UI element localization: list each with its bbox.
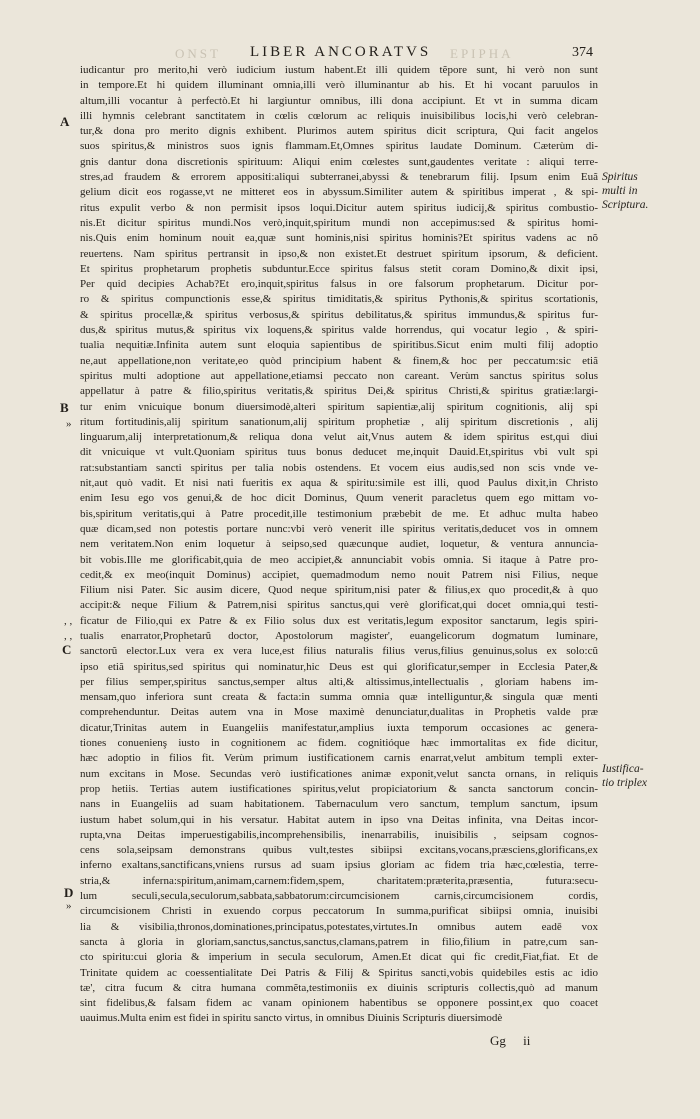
margin-note-line: multi in <box>602 185 638 197</box>
text-line: cto spiritu:cui gloria & imperium in secula seculorum, Amen.Et dicat qui fic credit,Fiat,fiat. Et de <box>80 951 598 964</box>
text-line: uauimus.Multa enim est fidei in spiritu sancto virtus, in omnibus Diuinis Scripturis diuersimodè <box>80 1012 503 1025</box>
running-header <box>0 44 700 64</box>
text-line: inferno exaltans,sanctificans,vniens rursus ad suam ipsius gloriam ac fidem tria hæc,cœlestia, terre- <box>80 859 598 872</box>
text-line: appellatur à patre & filio,spiritus veritatis,& spiritus Dei,& spiritus Christi,& spiritus gratiæ:largi- <box>80 385 598 398</box>
text-line: mensam,quo inferiora sunt creata & facta:in summa omnia quæ intelliguntur,& singula quæ menti <box>80 691 598 704</box>
text-line: tualis enarrator,Prophetarũ doctor, Apostolorum magister', euangelicorum dogmatum luminare, <box>80 629 598 642</box>
text-line: ficatur de Filio,qui ex Patre & ex Filio solus dux est veritatis,legum expositor sanctarum, legis spiri- <box>80 614 598 627</box>
text-line: iudicantur pro merito,hi verò iudicium iustum habent.Et illi quidem tẽpore sunt, hi verò non sunt <box>80 64 598 76</box>
text-line: prop hetiis. Tertias autem iustificationes spiritus,velut propiciatorium & sancta sanctorum concin- <box>80 782 598 795</box>
quote-mark: , , <box>64 630 73 642</box>
text-line: tualia nequitiæ.Infinita autem sunt eloquia sapientibus de spiritibus.Sicut enim multi filij adoptio <box>80 339 598 352</box>
text-line: tur,& dona pro merito dignis exhibent. Plurimos autem spiritus dicit scriptura, Qui facit angelos <box>80 125 598 138</box>
text-line: dicatur,Trinitas autem in Euangeliis manifestatur,amplius iuxta temporum occasiones ac genera- <box>80 721 598 734</box>
margin-note-line: Scriptura. <box>602 199 649 211</box>
quote-mark: » <box>66 900 72 912</box>
text-line: Et spiritus prophetarum prophetis subduntur.Ecce spiritus falsus stetit coram Domino,& dixit ipsi, <box>80 262 598 275</box>
text-line: tiones conuenienş iusto in cognitionem ac fidem. cognitióque hæc immortalitas ex fide dicitur, <box>80 737 598 750</box>
margin-note-line: Iustifica- <box>602 763 644 775</box>
margin-note-spiritus <box>602 170 694 212</box>
text-line: ipso etiã spiritus,sed spiritus qui nominatur,hic Deus est qui glorificatur,semper in Ecclesia Pater,& <box>80 660 598 673</box>
text-line: rat:substantiam sancti spiritus per talia nobis ostendens. Et vocem eius audis,sed non scis vnde ve- <box>80 461 598 474</box>
text-line: rupta,vna Deitas imperuestigabilis,incomprehensibilis, inenarrabilis, inuisibilis , seipsam cognos- <box>80 828 598 841</box>
margin-note-line: Spiritus <box>602 171 638 183</box>
text-line: stres,ad fraudem & errorem appositi:aliqui subterranei,abyssi & tenebrarum filij. Ipsum enim Euã <box>80 171 598 184</box>
text-line: nans in Euangeliis ad suam habitationem. Tabernaculum vero sanctum, templum sanctum, ipsum <box>80 798 598 811</box>
text-line: circumcisionem Christi in exuendo corpus peccatorum In summa,purificat sibiipsi omnia, inuisibi <box>80 905 598 918</box>
text-line: accipit:& neque Filium & Patrem,nisi spiritus sanctus,qui verè glorificat,qui docet omnia,qui testi- <box>80 599 598 612</box>
bleed-through-text: EPIPHA <box>450 46 514 61</box>
page-number: 374 <box>572 45 593 60</box>
text-line: nem veritatem.Non enim loquetur à seipso,sed quæcunque audiet, loquetur, & ventura annuncia- <box>80 538 598 551</box>
text-line: lum seculi,secula,seculorum,sabbata,sabbatorum:circumcisionem carnis,circumcisionem cordis, <box>80 890 598 903</box>
quote-mark: , , <box>64 615 73 627</box>
page-footer <box>490 1033 530 1049</box>
text-line: suos spiritus,& ministros suos ignis flammam.Et,Omnes spiritus laudate Dominum. Cæterùm di- <box>80 140 598 153</box>
text-line: bis,spiritum veritatis,qui à Patre procedit,ille testimonium præbebit de me. Et adhuc multa habeo <box>80 507 598 520</box>
margin-note-iustificatio <box>602 762 694 790</box>
text-line: ro & spiritus compunctionis esse,& spiritus timiditatis,& spiritus Pythonis,& spiritus scortationis, <box>80 293 598 306</box>
text-line: bit vobis.Ille me glorificabit,quia de meo accipiet,& annunciabit vobis omnia. Si itaque à Patre pro- <box>80 553 598 566</box>
text-line: stria,& inferna:spiritum,animam,carnem:fidem,spem, charitatem:præterita,præsentia, futura:secu- <box>80 874 598 887</box>
text-line: sint fidelibus,& falsam fidem ac vanam opinionem habentibus se opponere possint,ex quo coacet <box>80 997 598 1010</box>
bleed-through-text: ONST <box>175 46 221 61</box>
section-letter-c: C <box>62 642 72 657</box>
text-line: nis.Et dicitur spiritus mundi.Nos verò,inquit,spiritum mundi non accepimus:sed & spiritus homi- <box>80 216 598 229</box>
section-letter-a: A <box>60 114 70 129</box>
text-line: dit vnicuique vt vult.Quoniam spiritus tuus bonus deducet me,inquit Dauid.Et,spiritus vbi vult spi <box>80 446 598 459</box>
text-line: tur enim vnicuique bonum diuersimodè,alteri spiritum sapientiæ,alij spiritum cognitionis, alij spi <box>80 400 598 413</box>
text-line: enim Iesu ego vos genui,& de hoc dicit Dominus, Quum venerit paracletus quem ego mittam vo- <box>80 492 598 505</box>
text-line: gnis dantur dona discretionis spirituum: Aliqui enim cœlestes sunt,gaudentes veritate : aliqui terre- <box>80 155 598 168</box>
text-line: tæ', citra fucum & citra humana commẽta,testimoniis ex diuinis scripturis collectis,quò ad manum <box>80 981 598 994</box>
text-line: reuertens. Nam spiritus pertransit in ipso,& non existet.Et destruet spiritum ipsorum, & deficient. <box>80 247 598 260</box>
text-line: comprehenduntur. Deitas autem vna in Mose maximè denunciatur,dualitas in Prophetis valde præ <box>80 706 598 719</box>
section-letter-b: B <box>60 400 69 415</box>
section-letter-d: D <box>64 885 74 900</box>
text-line: num excitans in Mose. Secundas verò iustificationes animæ exponit,velut sancta ornans, in reliquis <box>80 767 598 780</box>
text-line: Filium nisi Pater. Sic ausim dicere, Quod neque spiritum,nisi pater & filius,ex quo procedit,& à quo <box>80 584 598 597</box>
folio-mark: ii <box>523 1033 531 1048</box>
text-line: lia & visibilia,thronos,dominationes,principatus,potestates,virtutes.In omnibus autem eadē vox <box>80 920 598 933</box>
text-line: hæc adoptio in filios fit. Verùm primum iustificationem carnis enarrat,velut ambitum templi exter- <box>80 752 598 765</box>
text-line: ritum fortitudinis,alij spiritum sanationum,alij spiritum prophetiæ , alij spiritum discretionis , alij <box>80 415 598 428</box>
text-line: gelium dicit eos rogasse,vt ne mitteret eos in abyssum.Similiter autem & spiritibus imperat , & spi- <box>80 186 598 199</box>
text-line: cens sola,seipsam demonstrans quibus vult,testes sibiipsi excitans,vocans,præsciens,glorificans,ex <box>80 844 598 857</box>
quote-mark: » <box>66 418 72 430</box>
body-text <box>80 63 598 1027</box>
text-line: cedit,& ex meo(inquit Dominus) accipiet, quemadmodum nemo nouit Patrem nisi Filius, neque <box>80 568 598 581</box>
text-line: illi hymnis celebrant sanctitatem in cœlis cœlorum ac reliquis inuisibilibus locis,hi verò celebran- <box>80 109 598 122</box>
text-line: spiritus multi adoptione aut appellatione,etiamsi peccato non careant. Verùm sanctus spiritus solus <box>80 369 598 382</box>
text-line: quæ dicam,sed non potestis portare nunc:vbi verò venerit ille spiritus veritatis,deducet vos in omnem <box>80 522 598 535</box>
text-line: Per quid decipies Achab?Et ero,inquit,spiritus falsus in ore falsorum prophetarum. Dicitur por- <box>80 278 598 291</box>
text-line: ne,aut appellatione,non veritate,eo quòd principium habent & finem,& hoc per peccatum:sic etiã <box>80 354 598 367</box>
text-line: ritus expulit verbo & non permisit ipsos loqui.Dicitur autem spiritus iudicij,& spiritus combustio- <box>80 201 598 214</box>
margin-note-line: tio triplex <box>602 777 648 789</box>
text-line: altum,illi vocantur à perfectò.Et hi largiuntur omnibus, illi dona accipiunt. Et vt in summa dicam <box>80 94 598 107</box>
signature-mark: Gg <box>490 1033 506 1048</box>
text-line: iustum habet solum,qui in his versatur. Habitat autem in ipso vna Deitas infinita, vna Deitas incor- <box>80 813 598 826</box>
text-line: per filius semper,spiritus sanctus,semper altus alti,& altissimus,intellectualis , gloriam habens im- <box>80 675 598 688</box>
text-line: nit,aut quò vadit. Et nisi nati fueritis ex aqua & spiritu:simile est illi, quod Paulus dixit,in Christo <box>80 477 598 490</box>
text-line: nis.Quis enim hominum nouit ea,quæ sunt hominis,nisi spiritus hominis?Et spiritus vadens ac nõ <box>80 232 598 245</box>
text-line: in tempore.Et hi quidem illuminant omnia,illi verò illuminantur ab his. Et hi vocant paruulos in <box>80 79 598 92</box>
text-line: sancta à gloria in gloriam,sanctus,sanctus,sanctus,clamans,patrem in filio,filium in patre,cum san- <box>80 935 598 948</box>
text-line: linguarum,alij interpretationum,& reliqua dona velut ait,Vnus autem & idem spiritus est,qui diui <box>80 431 598 444</box>
text-line: sanctorũ elector.Lux vera ex vera luce,est filius naturalis filius verus,filius genuinus,solus ex solo:cũ <box>80 645 598 658</box>
text-line: dus,& spiritus mutus,& spiritus vix loquens,& spiritus valde horrendus, qui vocatur legio , & spiri- <box>80 324 598 337</box>
running-title: LIBER ANCORATVS <box>250 44 432 60</box>
text-line: Trinitate quidem ac coessentialitate Dei Patris & Filij & Spiritus sancti,vobis quidebiles estis ac idio <box>80 966 598 979</box>
text-line: & spiritus procellæ,& spiritus verbosus,& spiritus debilitatus,& spiritus immundus,& spiritus fur- <box>80 308 598 321</box>
